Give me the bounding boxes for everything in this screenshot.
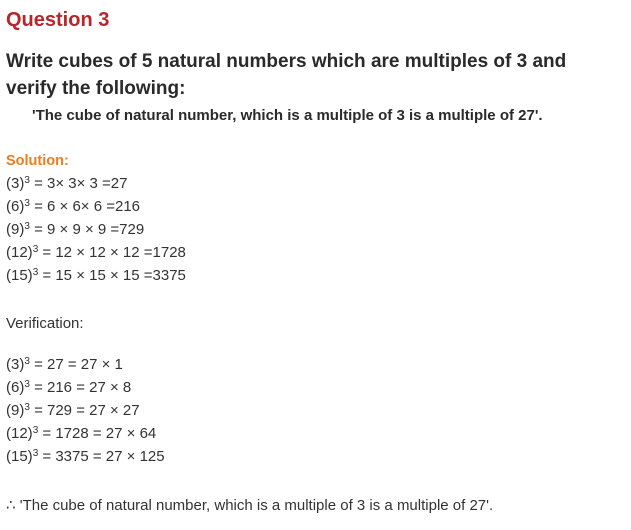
verification-line <box>6 399 165 422</box>
cube-base: (3) <box>6 175 25 192</box>
question-statement: 'The cube of natural number, which is a multiple of 3 is a multiple of 27'. <box>32 107 543 124</box>
verification-equation: = 216 = 27 × 8 <box>29 379 132 396</box>
verification-line <box>6 445 165 468</box>
verification-equation: = 1728 = 27 × 64 <box>38 425 157 442</box>
verification-line <box>6 376 165 399</box>
verification-base: (15) <box>6 448 33 465</box>
verification-line <box>6 422 165 445</box>
verification-line <box>6 353 165 376</box>
cube-base: (9) <box>6 221 25 238</box>
cube-exponent: 3 <box>24 175 30 186</box>
verification-base: (3) <box>6 356 25 373</box>
verification-equation: = 27 = 27 × 1 <box>29 356 123 373</box>
solution-label: Solution: <box>6 153 69 169</box>
verification-base: (12) <box>6 425 33 442</box>
cube-line <box>6 264 186 287</box>
cube-exponent: 3 <box>32 267 39 278</box>
verification-exponent: 3 <box>32 448 39 459</box>
cubes-list <box>6 172 186 287</box>
cube-expansion: = 15 × 15 × 15 =3375 <box>38 267 186 284</box>
verification-equation: = 3375 = 27 × 125 <box>38 448 165 465</box>
verification-exponent: 3 <box>24 402 30 413</box>
verification-list <box>6 353 165 468</box>
conclusion: ∴ 'The cube of natural number, which is a multiple of 3 is a multiple of 27'. <box>6 497 494 514</box>
cube-base: (12) <box>6 244 33 261</box>
verification-base: (6) <box>6 379 25 396</box>
verification-equation: = 729 = 27 × 27 <box>29 402 140 419</box>
verification-base: (9) <box>6 402 25 419</box>
verification-label: Verification: <box>6 315 84 332</box>
cube-base: (15) <box>6 267 33 284</box>
cube-expansion: = 6 × 6× 6 =216 <box>29 198 141 215</box>
cube-line <box>6 172 186 195</box>
cube-exponent: 3 <box>24 221 30 232</box>
cube-line <box>6 241 186 264</box>
cube-base: (6) <box>6 198 25 215</box>
cube-line <box>6 195 186 218</box>
cube-expansion: = 3× 3× 3 =27 <box>29 175 128 192</box>
question-text: Write cubes of 5 natural numbers which are multiples of 3 and verify the following: <box>6 51 567 99</box>
verification-exponent: 3 <box>24 379 30 390</box>
cube-exponent: 3 <box>24 198 30 209</box>
cube-line <box>6 218 186 241</box>
verification-exponent: 3 <box>24 356 30 367</box>
question-title: Question 3 <box>6 9 110 31</box>
cube-exponent: 3 <box>32 244 39 255</box>
verification-exponent: 3 <box>32 425 39 436</box>
cube-expansion: = 12 × 12 × 12 =1728 <box>38 244 186 261</box>
cube-expansion: = 9 × 9 × 9 =729 <box>29 221 145 238</box>
